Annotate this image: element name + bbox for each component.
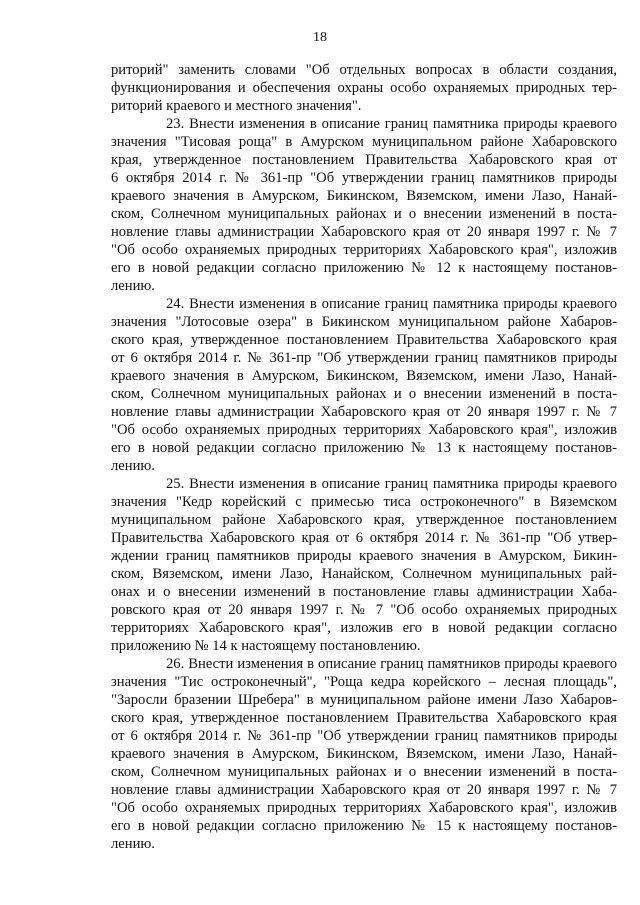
text-line: "Об особо охраняемых природных территориях Хабаровского края", изложив <box>111 800 617 816</box>
page-number: 18 <box>313 30 327 45</box>
text-line: его в новой редакции согласно приложению № 15 к настоящему постанов- <box>111 818 617 834</box>
text-line: краевого значения в Амурском, Бикинском, Вяземском, имени Лазо, Нанай- <box>111 746 617 762</box>
text-line: ровского края от 20 января 1997 г. № 7 "Об особо охраняемых природных <box>111 602 617 618</box>
text-line: его в новой редакции согласно приложению № 13 к настоящему постанов- <box>111 440 617 456</box>
text-line: краевого значения в Амурском, Бикинском, Вяземском, имени Лазо, Нанай- <box>111 368 617 384</box>
text-line: "Об особо охраняемых природных территориях Хабаровского края", изложив <box>111 242 617 258</box>
text-line: онах и о внесении изменений в постановление главы администрации Хаба- <box>111 584 617 600</box>
text-line: приложению № 14 к настоящему постановлению. <box>111 638 421 654</box>
text-line: лению. <box>111 458 155 474</box>
text-line: муниципальном районе Хабаровского края, утвержденное постановлением <box>111 512 617 528</box>
text-line: 26. Внести изменения в описание границ памятников природы краевого <box>166 656 617 672</box>
text-line: ском, Солнечном муниципальных районах и о внесении изменений в поста- <box>111 206 617 222</box>
text-line: краевого значения в Амурском, Бикинском, Вяземском, имени Лазо, Нанай- <box>111 188 617 204</box>
text-line: Правительства Хабаровского края от 6 октября 2014 г. № 361-пр "Об утвер- <box>111 530 617 546</box>
text-line: значения "Тисовая роща" в Амурском муниципальном районе Хабаровского <box>111 134 617 150</box>
text-line: значения "Кедр корейский с примесью тиса остроконечного" в Вяземском <box>111 494 617 510</box>
paragraph <box>111 475 617 655</box>
text-line: риторий" заменить словами "Об отдельных вопросах в области создания, <box>111 62 617 78</box>
text-line: ского края, утвержденное постановлением Правительства Хабаровского края <box>111 332 617 348</box>
text-line: его в новой редакции согласно приложению № 12 к настоящему постанов- <box>111 260 617 276</box>
text-line: ском, Солнечном муниципальных районах и о внесении изменений в поста- <box>111 764 617 780</box>
text-line: ского края, утвержденное постановлением Правительства Хабаровского края <box>111 710 617 726</box>
text-line: значения "Лотосовые озера" в Бикинском муниципальном районе Хабаров- <box>111 314 617 330</box>
paragraph <box>111 115 617 295</box>
text-line: ском, Солнечном муниципальных районах и о внесении изменений в поста- <box>111 386 617 402</box>
text-line: ском, Вяземском, имени Лазо, Нанайском, Солнечном муниципальных рай- <box>111 566 617 582</box>
text-line: лению. <box>111 836 155 852</box>
text-line: 23. Внести изменения в описание границ памятника природы краевого <box>166 116 617 132</box>
text-line: территориях Хабаровского края", изложив его в новой редакции согласно <box>111 620 617 636</box>
text-line: "Заросли бразении Шребера" в муниципальном районе имени Лазо Хабаров- <box>111 692 617 708</box>
text-line: риторий краевого и местного значения". <box>111 98 362 114</box>
text-line: функционирования и обеспечения охраны особо охраняемых природных тер- <box>111 80 617 96</box>
text-line: новление главы администрации Хабаровского края от 20 января 1997 г. № 7 <box>111 782 617 798</box>
text-line: "Об особо охраняемых природных территориях Хабаровского края", изложив <box>111 422 617 438</box>
paragraph <box>111 655 617 853</box>
text-line: от 6 октября 2014 г. № 361-пр "Об утверждении границ памятников природы <box>111 350 617 366</box>
document-body <box>111 61 617 853</box>
text-line: края, утвержденное постановлением Правительства Хабаровского края от <box>111 152 617 168</box>
text-line: ждении границ памятников природы краевого значения в Амурском, Бикин- <box>111 548 617 564</box>
text-line: лению. <box>111 278 155 294</box>
text-line: новление главы администрации Хабаровского края от 20 января 1997 г. № 7 <box>111 404 617 420</box>
text-line: 6 октября 2014 г. № 361-пр "Об утверждении границ памятников природы <box>111 170 617 186</box>
text-line: значения "Тис остроконечный", "Роща кедра корейского – лесная площадь", <box>111 674 617 690</box>
text-line: 25. Внести изменения в описание границ памятника природы краевого <box>166 476 617 492</box>
text-line: 24. Внести изменения в описание границ памятника природы краевого <box>166 296 617 312</box>
text-line: новление главы администрации Хабаровского края от 20 января 1997 г. № 7 <box>111 224 617 240</box>
paragraph <box>111 61 617 115</box>
text-line: от 6 октября 2014 г. № 361-пр "Об утверждении границ памятников природы <box>111 728 617 744</box>
paragraph <box>111 295 617 475</box>
